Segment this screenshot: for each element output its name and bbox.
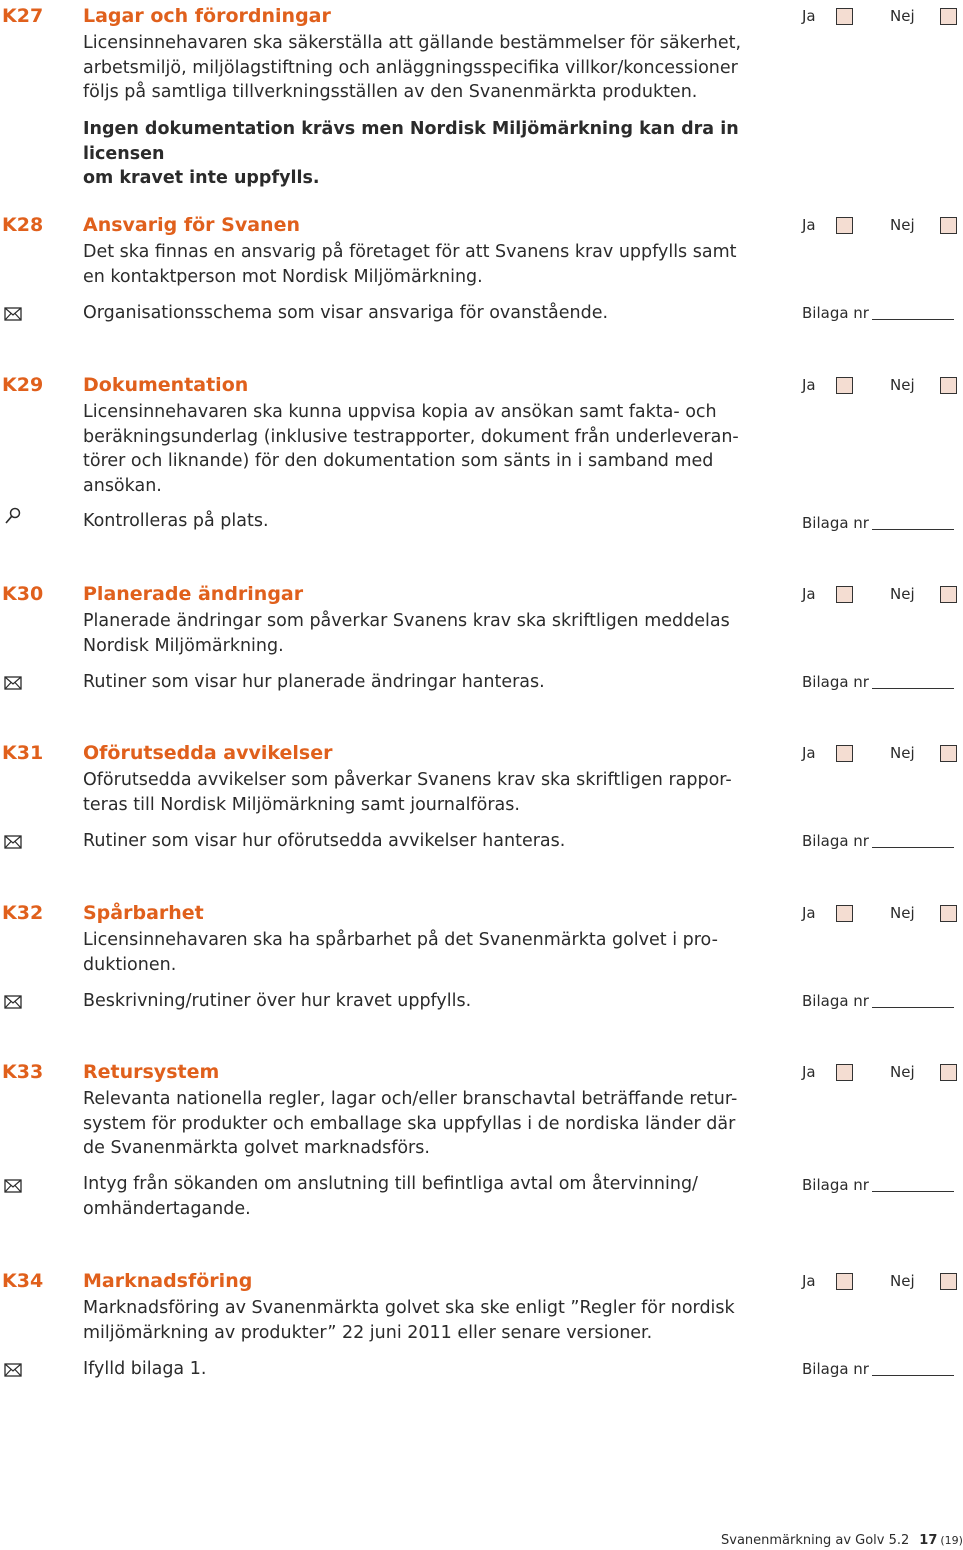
nej-label: Nej [890,376,915,394]
requirement-text: Planerade ändringar som påverkar Svanens krav ska skriftligen meddelas Nordisk Miljömärkning. [83,611,730,656]
nej-label: Nej [890,585,915,603]
ja-label: Ja [802,904,816,922]
requirement-text: Relevanta nationella regler, lagar och/eller branschavtal beträffande retur- system för produkter och emballage ska uppfyllas i de nordiska länder där de Svanenmärkta golvet marknadsförs. [83,1089,738,1159]
bilaga-field[interactable] [872,688,954,689]
requirement-note: Intyg från sökanden om anslutning till befintliga avtal om återvinning/ omhändertagande. [83,1174,698,1219]
requirement-note: Organisationsschema som visar ansvariga för ovanstående. [83,303,609,323]
ja-label: Ja [802,376,816,394]
ja-checkbox[interactable] [836,377,853,394]
requirement-title: Ansvarig för Svanen [83,214,300,236]
requirement-k33 [0,1059,960,1219]
envelope-icon [4,1363,22,1377]
envelope-icon [4,835,22,849]
magnifier-icon [4,507,22,525]
ja-label: Ja [802,1063,816,1081]
nej-label: Nej [890,744,915,762]
requirement-text: Marknadsföring av Svanenmärkta golvet ska ske enligt ”Regler för nordisk miljömärkning av produkter” 22 juni 2011 eller senare versioner. [83,1298,735,1343]
nej-checkbox[interactable] [940,905,957,922]
requirement-note: Beskrivning/rutiner över hur kravet uppfylls. [83,991,472,1011]
nej-label: Nej [890,7,915,25]
requirement-code: K28 [2,214,44,236]
ja-checkbox[interactable] [836,1273,853,1290]
requirement-code: K30 [2,583,44,605]
bilaga-label: Bilaga nr [802,992,869,1010]
ja-checkbox[interactable] [836,217,853,234]
bilaga-label: Bilaga nr [802,1176,869,1194]
requirement-note: Rutiner som visar hur planerade ändringar hanteras. [83,672,545,692]
bilaga-field[interactable] [872,1007,954,1008]
bilaga-field[interactable] [872,1375,954,1376]
nej-checkbox[interactable] [940,1273,957,1290]
nej-label: Nej [890,904,915,922]
envelope-icon [4,676,22,690]
page-footer [721,1532,963,1550]
ja-label: Ja [802,1272,816,1290]
requirement-title: Spårbarhet [83,902,204,924]
requirement-note: Ifylld bilaga 1. [83,1359,207,1379]
bilaga-field[interactable] [872,847,954,848]
ja-label: Ja [802,744,816,762]
requirement-text: Oförutsedda avvikelser som påverkar Svanens krav ska skriftligen rappor- teras till Nordisk Miljömärkning samt journalföras. [83,770,732,815]
bilaga-field[interactable] [872,529,954,530]
nej-checkbox[interactable] [940,8,957,25]
ja-label: Ja [802,7,816,25]
nej-checkbox[interactable] [940,745,957,762]
bilaga-label: Bilaga nr [802,304,869,322]
bilaga-field[interactable] [872,319,954,320]
bilaga-label: Bilaga nr [802,514,869,532]
requirement-code: K29 [2,374,44,396]
ja-label: Ja [802,585,816,603]
ja-checkbox[interactable] [836,745,853,762]
requirement-k30 [0,581,960,701]
nej-label: Nej [890,1063,915,1081]
requirement-k28 [0,212,960,332]
requirement-code: K32 [2,902,44,924]
envelope-icon [4,995,22,1009]
bilaga-label: Bilaga nr [802,1360,869,1378]
nej-checkbox[interactable] [940,377,957,394]
requirement-title: Lagar och förordningar [83,5,331,27]
footer-document-title: Svanenmärkning av Golv 5.2 [721,1533,910,1548]
requirement-title: Planerade ändringar [83,583,304,605]
page-number: 17 [919,1533,938,1548]
requirement-text: Licensinnehavaren ska kunna uppvisa kopia av ansökan samt fakta- och beräkningsunderlag (inklusive testrapporter, dokument från underleveran- törer och liknande) för den dokumentation som sänts in i samband med ansökan. [83,402,739,497]
requirement-k32 [0,900,960,1020]
requirement-title: Dokumentation [83,374,249,396]
requirement-text: Det ska finnas en ansvarig på företaget för att Svanens krav uppfylls samt en kontaktperson mot Nordisk Miljömärkning. [83,242,737,287]
nej-checkbox[interactable] [940,1064,957,1081]
requirement-text: Licensinnehavaren ska säkerställa att gällande bestämmelser för säkerhet, arbetsmiljö, miljölagstiftning och anläggningsspecifika villkor/koncessioner följs på samtliga tillverkningsställen av den Svanenmärkta produkten. [83,33,742,103]
ja-checkbox[interactable] [836,1064,853,1081]
requirement-k29 [0,372,960,542]
ja-label: Ja [802,216,816,234]
ja-checkbox[interactable] [836,586,853,603]
requirement-note: Ingen dokumentation krävs men Nordisk Miljömärkning kan dra in licensen om kravet inte uppfylls. [83,119,739,189]
requirement-code: K33 [2,1061,44,1083]
bilaga-label: Bilaga nr [802,832,869,850]
page-total: (19) [940,1534,963,1547]
requirement-k27 [0,3,960,189]
requirement-k31 [0,740,960,860]
requirement-title: Retursystem [83,1061,220,1083]
requirement-code: K34 [2,1270,44,1292]
nej-checkbox[interactable] [940,586,957,603]
nej-checkbox[interactable] [940,217,957,234]
requirement-k34 [0,1268,960,1388]
ja-checkbox[interactable] [836,905,853,922]
envelope-icon [4,1179,22,1193]
requirement-note: Rutiner som visar hur oförutsedda avvikelser hanteras. [83,831,566,851]
nej-label: Nej [890,1272,915,1290]
requirement-title: Marknadsföring [83,1270,253,1292]
requirement-title: Oförutsedda avvikelser [83,742,333,764]
requirement-code: K27 [2,5,44,27]
bilaga-field[interactable] [872,1191,954,1192]
envelope-icon [4,307,22,321]
requirement-text: Licensinnehavaren ska ha spårbarhet på det Svanenmärkta golvet i pro- duktionen. [83,930,718,975]
nej-label: Nej [890,216,915,234]
requirement-note: Kontrolleras på plats. [83,511,269,531]
ja-checkbox[interactable] [836,8,853,25]
bilaga-label: Bilaga nr [802,673,869,691]
requirement-code: K31 [2,742,44,764]
